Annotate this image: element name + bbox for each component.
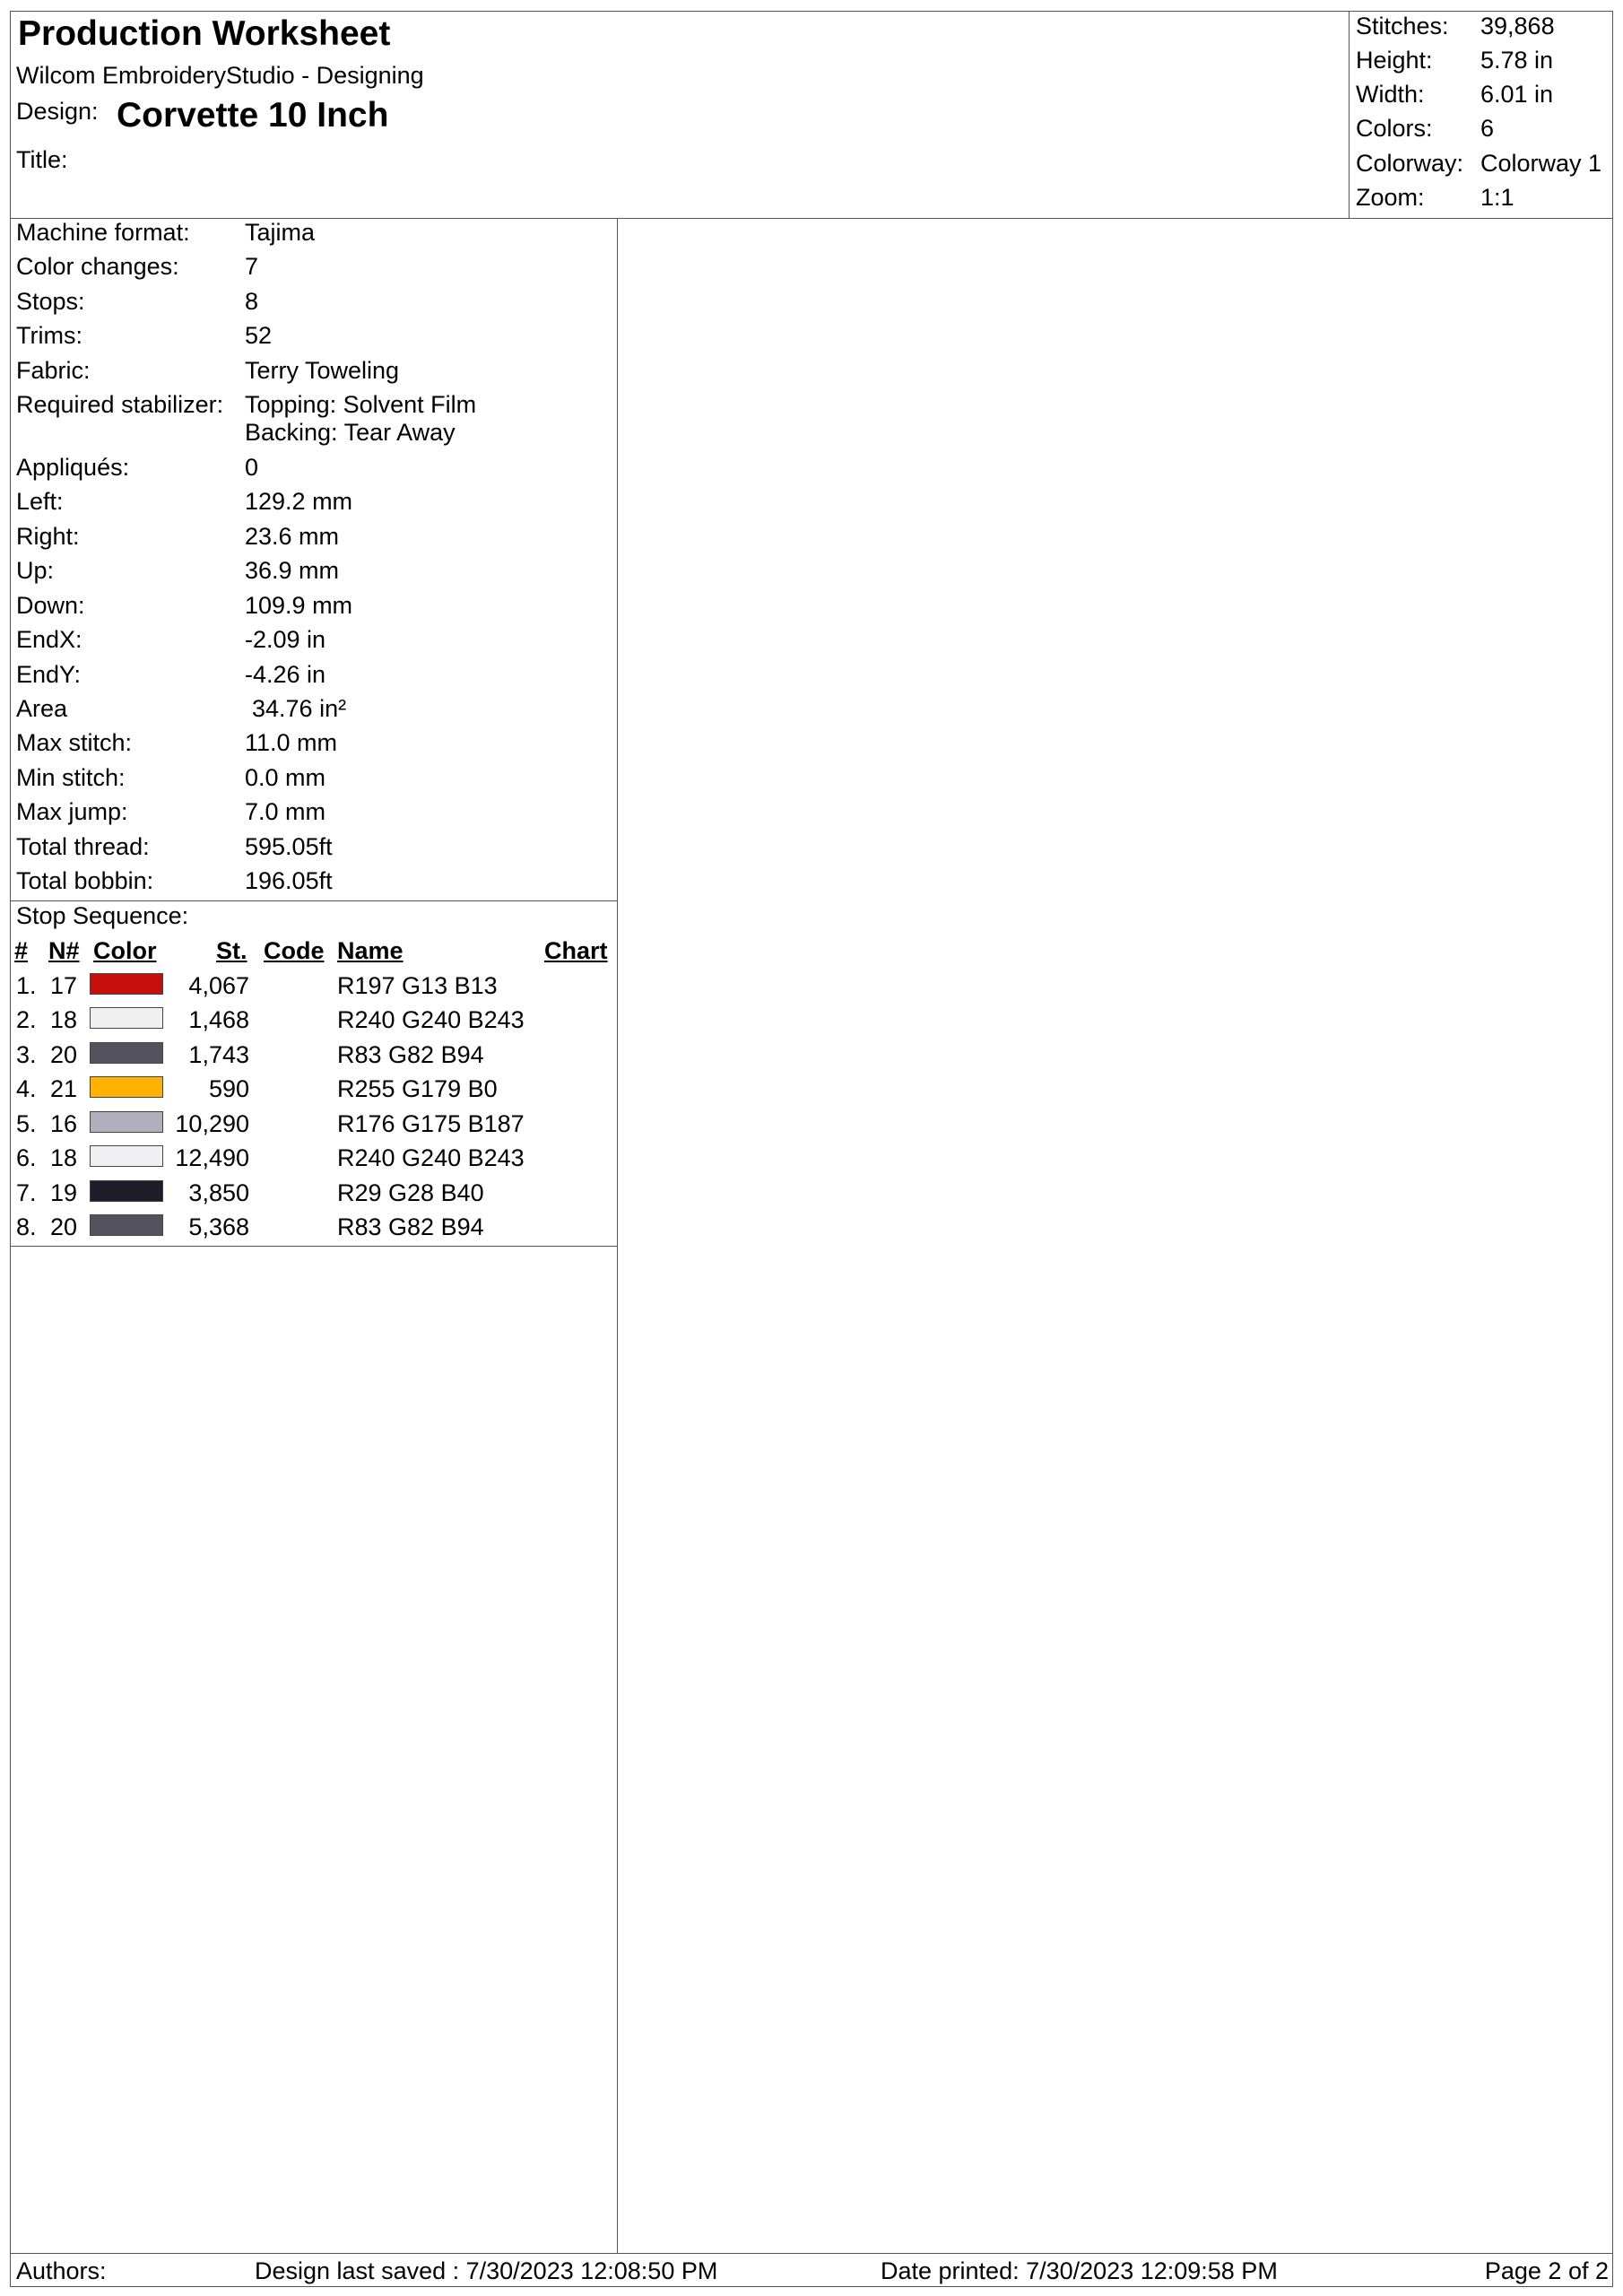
trims-label: Trims: bbox=[16, 322, 82, 349]
row-4-color-swatch bbox=[90, 1076, 163, 1098]
row-3-name: R83 G82 B94 bbox=[337, 1041, 484, 1068]
down-label: Down: bbox=[16, 592, 85, 619]
row-1-color-swatch bbox=[90, 973, 163, 995]
column-header-color: Color bbox=[93, 937, 157, 964]
area-value: 34.76 in² bbox=[252, 695, 347, 722]
row-2-color-swatch bbox=[90, 1007, 163, 1029]
machine-format-value: Tajima bbox=[245, 219, 316, 246]
row-6-needle: 18 bbox=[50, 1144, 78, 1171]
row-5-needle: 16 bbox=[50, 1110, 78, 1137]
row-7-needle: 19 bbox=[50, 1179, 78, 1206]
row-1-num: 1. bbox=[16, 972, 37, 999]
left-label: Left: bbox=[16, 488, 64, 515]
software-subtitle: Wilcom EmbroideryStudio - Designing bbox=[16, 62, 424, 89]
row-3-needle: 20 bbox=[50, 1041, 78, 1068]
row-7-color-swatch bbox=[90, 1180, 163, 1202]
row-4-name: R255 G179 B0 bbox=[337, 1075, 498, 1102]
stop-sequence-label: Stop Sequence: bbox=[16, 902, 189, 929]
row-4-needle: 21 bbox=[50, 1075, 78, 1102]
total-bobbin-value: 196.05ft bbox=[245, 867, 333, 894]
design-preview-area bbox=[617, 218, 1613, 2254]
appliques-value: 0 bbox=[245, 454, 259, 481]
section-divider bbox=[10, 900, 618, 901]
row-3-num: 3. bbox=[16, 1041, 37, 1068]
max-jump-value: 7.0 mm bbox=[245, 798, 326, 825]
endy-value: -4.26 in bbox=[245, 661, 326, 688]
row-3-stitches: 1,743 bbox=[188, 1041, 249, 1068]
color-changes-label: Color changes: bbox=[16, 253, 179, 280]
stat-value-colorway: Colorway 1 bbox=[1480, 150, 1602, 177]
row-6-num: 6. bbox=[16, 1144, 37, 1171]
total-bobbin-label: Total bobbin: bbox=[16, 867, 154, 894]
row-2-stitches: 1,468 bbox=[188, 1006, 249, 1033]
min-stitch-value: 0.0 mm bbox=[245, 764, 326, 791]
right-label: Right: bbox=[16, 523, 80, 550]
left-value: 129.2 mm bbox=[245, 488, 353, 515]
column-header-code: Code bbox=[264, 937, 325, 964]
row-4-stitches: 590 bbox=[208, 1075, 249, 1102]
row-5-color-swatch bbox=[90, 1111, 163, 1133]
total-thread-value: 595.05ft bbox=[245, 833, 333, 860]
row-8-needle: 20 bbox=[50, 1213, 78, 1240]
footer-date-printed: Date printed: 7/30/2023 12:09:58 PM bbox=[881, 2257, 1278, 2284]
footer-authors: Authors: bbox=[16, 2257, 107, 2284]
fabric-value: Terry Toweling bbox=[245, 357, 400, 384]
column-header-stitches: St. bbox=[216, 937, 247, 964]
row-5-name: R176 G175 B187 bbox=[337, 1110, 525, 1137]
stat-label-colors: Colors: bbox=[1356, 115, 1433, 142]
footer-design-last-saved: Design last saved : 7/30/2023 12:08:50 PM bbox=[255, 2257, 718, 2284]
max-stitch-value: 11.0 mm bbox=[245, 729, 338, 756]
stabilizer-topping: Topping: Solvent Film bbox=[245, 391, 477, 418]
column-header-num: # bbox=[14, 937, 29, 964]
stat-label-width: Width: bbox=[1356, 81, 1425, 108]
row-8-color-swatch bbox=[90, 1214, 163, 1236]
row-3-color-swatch bbox=[90, 1042, 163, 1064]
title-label: Title: bbox=[16, 146, 68, 173]
stops-label: Stops: bbox=[16, 288, 85, 315]
endx-value: -2.09 in bbox=[245, 626, 326, 653]
design-name: Corvette 10 Inch bbox=[117, 96, 389, 135]
area-label: Area bbox=[16, 695, 68, 722]
column-header-needle: N# bbox=[48, 937, 80, 964]
row-1-needle: 17 bbox=[50, 972, 78, 999]
row-6-name: R240 G240 B243 bbox=[337, 1144, 525, 1171]
stat-value-width: 6.01 in bbox=[1480, 81, 1554, 108]
stat-label-stitches: Stitches: bbox=[1356, 13, 1449, 39]
row-2-num: 2. bbox=[16, 1006, 37, 1033]
stat-value-stitches: 39,868 bbox=[1480, 13, 1555, 39]
page-footer bbox=[10, 2253, 1613, 2287]
color-changes-value: 7 bbox=[245, 253, 259, 280]
page-title: Production Worksheet bbox=[18, 14, 391, 53]
row-8-name: R83 G82 B94 bbox=[337, 1213, 484, 1240]
column-header-chart: Chart bbox=[544, 937, 608, 964]
up-label: Up: bbox=[16, 557, 55, 584]
footer-page-number: Page 2 of 2 bbox=[1484, 2257, 1609, 2284]
machine-format-label: Machine format: bbox=[16, 219, 190, 246]
design-label: Design: bbox=[16, 98, 99, 125]
row-7-name: R29 G28 B40 bbox=[337, 1179, 484, 1206]
row-1-stitches: 4,067 bbox=[188, 972, 249, 999]
table-bottom-divider bbox=[10, 1246, 618, 1247]
appliques-label: Appliqués: bbox=[16, 454, 130, 481]
stat-value-colors: 6 bbox=[1480, 115, 1495, 142]
max-stitch-label: Max stitch: bbox=[16, 729, 133, 756]
row-4-num: 4. bbox=[16, 1075, 37, 1102]
row-7-num: 7. bbox=[16, 1179, 37, 1206]
right-value: 23.6 mm bbox=[245, 523, 340, 550]
stat-value-zoom: 1:1 bbox=[1480, 184, 1515, 211]
stabilizer-backing: Backing: Tear Away bbox=[245, 419, 456, 446]
column-header-name: Name bbox=[337, 937, 404, 964]
row-6-color-swatch bbox=[90, 1145, 163, 1167]
row-8-stitches: 5,368 bbox=[188, 1213, 249, 1240]
row-7-stitches: 3,850 bbox=[188, 1179, 249, 1206]
up-value: 36.9 mm bbox=[245, 557, 340, 584]
row-6-stitches: 12,490 bbox=[175, 1144, 249, 1171]
fabric-label: Fabric: bbox=[16, 357, 91, 384]
min-stitch-label: Min stitch: bbox=[16, 764, 126, 791]
max-jump-label: Max jump: bbox=[16, 798, 128, 825]
down-value: 109.9 mm bbox=[245, 592, 353, 619]
endx-label: EndX: bbox=[16, 626, 82, 653]
row-2-needle: 18 bbox=[50, 1006, 78, 1033]
row-2-name: R240 G240 B243 bbox=[337, 1006, 525, 1033]
stat-label-height: Height: bbox=[1356, 47, 1433, 74]
stabilizer-label: Required stabilizer: bbox=[16, 391, 224, 418]
total-thread-label: Total thread: bbox=[16, 833, 150, 860]
stat-label-colorway: Colorway: bbox=[1356, 150, 1464, 177]
stat-label-zoom: Zoom: bbox=[1356, 184, 1425, 211]
endy-label: EndY: bbox=[16, 661, 82, 688]
trims-value: 52 bbox=[245, 322, 273, 349]
row-8-num: 8. bbox=[16, 1213, 37, 1240]
row-1-name: R197 G13 B13 bbox=[337, 972, 498, 999]
stat-value-height: 5.78 in bbox=[1480, 47, 1554, 74]
row-5-num: 5. bbox=[16, 1110, 37, 1137]
stops-value: 8 bbox=[245, 288, 259, 315]
row-5-stitches: 10,290 bbox=[175, 1110, 249, 1137]
